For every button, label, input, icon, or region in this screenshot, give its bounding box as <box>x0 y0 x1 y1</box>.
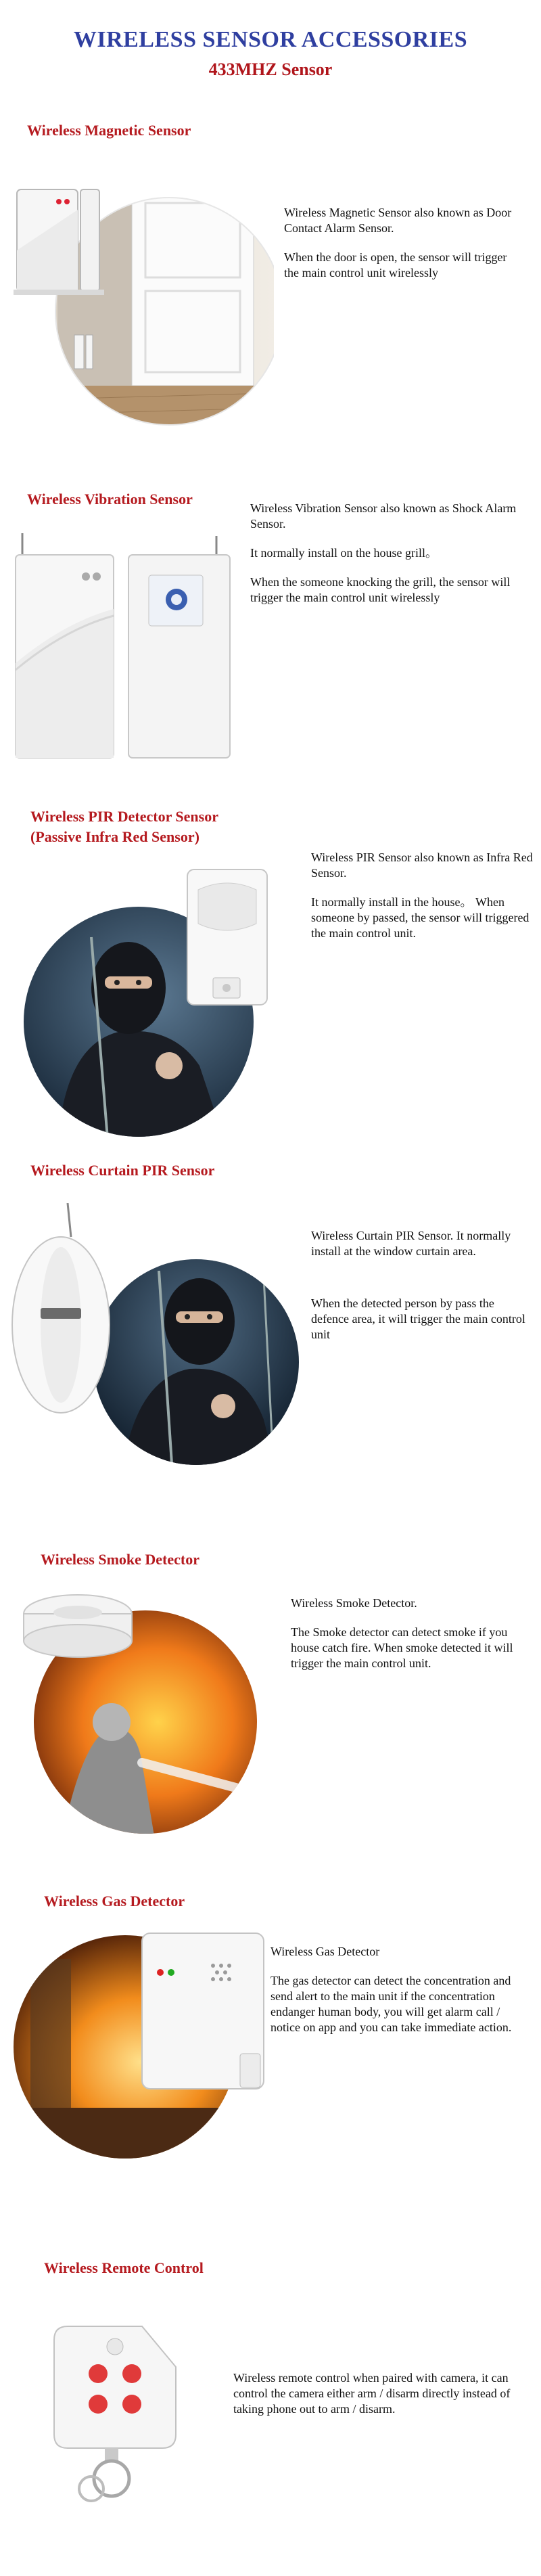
section-title-smoke-detector: Wireless Smoke Detector <box>41 1551 200 1568</box>
pir-sensor-image <box>10 863 294 1147</box>
description-paragraph: The gas detector can detect the concentration and send alert to the main unit if the concentration endanger human body, you will get alarm call / notice on app and you can take immediate action. <box>270 1974 512 2034</box>
section-title-line: Wireless PIR Detector Sensor <box>30 808 218 825</box>
vibration-sensor-description <box>250 501 527 619</box>
page-subtitle: 433MHZ Sensor <box>208 60 333 79</box>
description-paragraph: Wireless remote control when paired with camera, it can control the camera either arm / disarm directly instead of taking phone out to arm / disarm. <box>233 2371 511 2416</box>
description-paragraph: It normally install in the house。 When someone by passed, the sensor will triggered the main control unit. <box>311 895 530 940</box>
description-paragraph: When the someone knocking the grill, the sensor will trigger the main control unit wirelessly <box>250 575 511 604</box>
description-paragraph: Wireless PIR Sensor also known as Infra Red Sensor. <box>311 851 533 880</box>
magnetic-sensor-image <box>10 169 274 440</box>
curtain-pir-sensor-image <box>7 1203 304 1474</box>
section-title-vibration-sensor: Wireless Vibration Sensor <box>27 491 193 507</box>
description-paragraph: Wireless Vibration Sensor also known as Shock Alarm Sensor. <box>250 501 517 530</box>
description-paragraph: When the detected person by pass the defence area, it will trigger the main control unit <box>311 1296 525 1341</box>
description-paragraph: Wireless Smoke Detector. <box>291 1596 417 1610</box>
section-title-line: (Passive Infra Red Sensor) <box>30 828 199 845</box>
section-title-curtain-pir-sensor: Wireless Curtain PIR Sensor <box>30 1162 215 1179</box>
section-title-magnetic-sensor: Wireless Magnetic Sensor <box>27 122 191 139</box>
magnetic-sensor-description <box>284 205 524 294</box>
gas-detector-image <box>10 1932 270 2169</box>
section-title-pir-sensor <box>30 807 218 847</box>
curtain-pir-sensor-description <box>311 1228 534 1356</box>
section-title-remote-control: Wireless Remote Control <box>44 2259 204 2276</box>
smoke-detector-image <box>20 1587 270 1844</box>
description-paragraph: Wireless Magnetic Sensor also known as Door Contact Alarm Sensor. <box>284 206 512 235</box>
description-paragraph: When the door is open, the sensor will trigger the main control unit wirelessly <box>284 250 507 279</box>
remote-control-description <box>233 2370 531 2431</box>
vibration-sensor-image <box>10 528 247 761</box>
description-paragraph: Wireless Gas Detector <box>270 1945 380 1958</box>
remote-control-image <box>41 2306 189 2509</box>
page-title: WIRELESS SENSOR ACCESSORIES <box>73 27 468 52</box>
smoke-detector-description <box>291 1596 534 1685</box>
description-paragraph: The Smoke detector can detect smoke if you house catch fire. When smoke detected it will trigger the main control unit. <box>291 1625 513 1670</box>
pir-sensor-description <box>311 850 534 955</box>
section-title-gas-detector: Wireless Gas Detector <box>44 1893 185 1910</box>
description-paragraph: Wireless Curtain PIR Sensor. It normally install at the window curtain area. <box>311 1229 511 1258</box>
description-paragraph: It normally install on the house grill。 <box>250 546 438 560</box>
gas-detector-description <box>270 1944 531 2049</box>
